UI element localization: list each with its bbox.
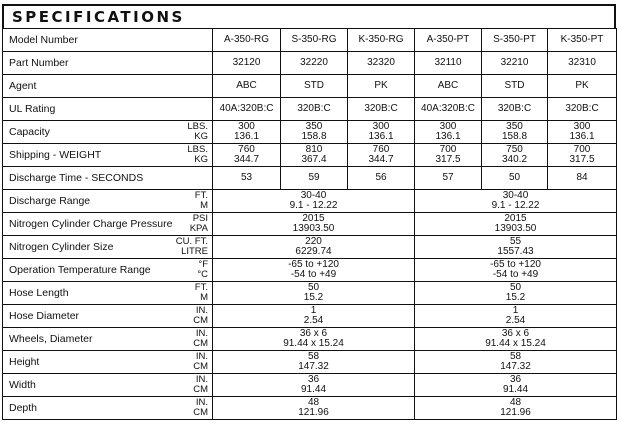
ul-rating-value: 320B:C: [548, 98, 617, 121]
width-rg-value: 36 91.44: [213, 374, 415, 397]
height-label: Height: [3, 351, 153, 374]
row-hose-diameter: [3, 305, 617, 328]
part-number-value: 32210: [482, 52, 548, 75]
capacity-value: 350 158.8: [482, 121, 548, 144]
discharge-range-pt-value: 30-40 9.1 - 12.22: [415, 190, 617, 213]
agent-value: ABC: [415, 75, 482, 98]
ul-rating-label: UL Rating: [3, 98, 213, 121]
ul-rating-value: 40A:320B:C: [415, 98, 482, 121]
operation-temp-rg-value: -65 to +120 -54 to +49: [213, 259, 415, 282]
row-wheels-diameter: [3, 328, 617, 351]
model-number-label: Model Number: [3, 29, 213, 52]
width-units: IN. CM: [153, 374, 213, 397]
discharge-range-label: Discharge Range: [3, 190, 153, 213]
discharge-range-rg-value: 30-40 9.1 - 12.22: [213, 190, 415, 213]
shipping-weight-value: 700 317.5: [415, 144, 482, 167]
row-part-number: [3, 52, 617, 75]
part-number-value: 32110: [415, 52, 482, 75]
operation-temp-units: °F °C: [153, 259, 213, 282]
agent-value: STD: [281, 75, 348, 98]
shipping-weight-units: LBS. KG: [153, 144, 213, 167]
row-depth: [3, 397, 617, 420]
width-pt-value: 36 91.44: [415, 374, 617, 397]
agent-value: PK: [348, 75, 415, 98]
shipping-weight-value: 700 317.5: [548, 144, 617, 167]
discharge-time-value: 57: [415, 167, 482, 190]
model-s-350-rg: S-350-RG: [281, 29, 348, 52]
discharge-time-value: 56: [348, 167, 415, 190]
discharge-time-label: Discharge Time - SECONDS: [3, 167, 213, 190]
part-number-value: 32120: [213, 52, 281, 75]
capacity-value: 300 136.1: [213, 121, 281, 144]
model-k-350-pt: K-350-PT: [548, 29, 617, 52]
part-number-value: 32320: [348, 52, 415, 75]
agent-value: ABC: [213, 75, 281, 98]
row-hose-length: [3, 282, 617, 305]
nitrogen-size-rg-value: 220 6229.74: [213, 236, 415, 259]
specifications-table: [2, 28, 617, 420]
capacity-value: 300 136.1: [548, 121, 617, 144]
capacity-units: LBS. KG: [153, 121, 213, 144]
shipping-weight-value: 760 344.7: [213, 144, 281, 167]
ul-rating-value: 320B:C: [482, 98, 548, 121]
hose-length-rg-value: 50 15.2: [213, 282, 415, 305]
hose-diameter-label: Hose Diameter: [3, 305, 153, 328]
nitrogen-pressure-rg-value: 2015 13903.50: [213, 213, 415, 236]
depth-units: IN. CM: [153, 397, 213, 420]
depth-label: Depth: [3, 397, 153, 420]
row-operation-temperature: [3, 259, 617, 282]
row-nitrogen-size: [3, 236, 617, 259]
ul-rating-value: 40A:320B:C: [213, 98, 281, 121]
title-bar: [2, 4, 616, 28]
ul-rating-value: 320B:C: [281, 98, 348, 121]
shipping-weight-value: 810 367.4: [281, 144, 348, 167]
ul-rating-value: 320B:C: [348, 98, 415, 121]
discharge-time-value: 84: [548, 167, 617, 190]
height-rg-value: 58 147.32: [213, 351, 415, 374]
hose-diameter-rg-value: 1 2.54: [213, 305, 415, 328]
agent-value: STD: [482, 75, 548, 98]
depth-pt-value: 48 121.96: [415, 397, 617, 420]
nitrogen-size-label: Nitrogen Cylinder Size: [3, 236, 153, 259]
row-shipping-weight: [3, 144, 617, 167]
height-pt-value: 58 147.32: [415, 351, 617, 374]
row-agent: [3, 75, 617, 98]
row-model-number: [3, 29, 617, 52]
hose-diameter-pt-value: 1 2.54: [415, 305, 617, 328]
width-label: Width: [3, 374, 153, 397]
shipping-weight-value: 750 340.2: [482, 144, 548, 167]
hose-length-pt-value: 50 15.2: [415, 282, 617, 305]
row-capacity: [3, 121, 617, 144]
discharge-range-units: FT. M: [153, 190, 213, 213]
row-ul-rating: [3, 98, 617, 121]
model-a-350-rg: A-350-RG: [213, 29, 281, 52]
nitrogen-size-pt-value: 55 1557.43: [415, 236, 617, 259]
discharge-time-value: 50: [482, 167, 548, 190]
nitrogen-pressure-label: Nitrogen Cylinder Charge Pressure: [3, 213, 153, 236]
wheels-diameter-pt-value: 36 x 6 91.44 x 15.24: [415, 328, 617, 351]
model-s-350-pt: S-350-PT: [482, 29, 548, 52]
model-a-350-pt: A-350-PT: [415, 29, 482, 52]
discharge-time-value: 53: [213, 167, 281, 190]
hose-length-units: FT. M: [153, 282, 213, 305]
part-number-value: 32310: [548, 52, 617, 75]
row-width: [3, 374, 617, 397]
shipping-weight-value: 760 344.7: [348, 144, 415, 167]
capacity-label: Capacity: [3, 121, 153, 144]
agent-label: Agent: [3, 75, 213, 98]
wheels-diameter-units: IN. CM: [153, 328, 213, 351]
shipping-weight-label: Shipping - WEIGHT: [3, 144, 153, 167]
height-units: IN. CM: [153, 351, 213, 374]
operation-temp-label: Operation Temperature Range: [3, 259, 153, 282]
discharge-time-value: 59: [281, 167, 348, 190]
hose-diameter-units: IN. CM: [153, 305, 213, 328]
row-height: [3, 351, 617, 374]
capacity-value: 350 158.8: [281, 121, 348, 144]
nitrogen-size-units: CU. FT. LITRE: [153, 236, 213, 259]
row-discharge-time: [3, 167, 617, 190]
agent-value: PK: [548, 75, 617, 98]
capacity-value: 300 136.1: [348, 121, 415, 144]
page-title: SPECIFICATIONS: [12, 8, 185, 26]
operation-temp-pt-value: -65 to +120 -54 to +49: [415, 259, 617, 282]
row-nitrogen-pressure: [3, 213, 617, 236]
depth-rg-value: 48 121.96: [213, 397, 415, 420]
row-discharge-range: [3, 190, 617, 213]
part-number-label: Part Number: [3, 52, 213, 75]
hose-length-label: Hose Length: [3, 282, 153, 305]
wheels-diameter-rg-value: 36 x 6 91.44 x 15.24: [213, 328, 415, 351]
wheels-diameter-label: Wheels, Diameter: [3, 328, 153, 351]
nitrogen-pressure-pt-value: 2015 13903.50: [415, 213, 617, 236]
part-number-value: 32220: [281, 52, 348, 75]
capacity-value: 300 136.1: [415, 121, 482, 144]
model-k-350-rg: K-350-RG: [348, 29, 415, 52]
nitrogen-pressure-units: PSI KPA: [153, 213, 213, 236]
